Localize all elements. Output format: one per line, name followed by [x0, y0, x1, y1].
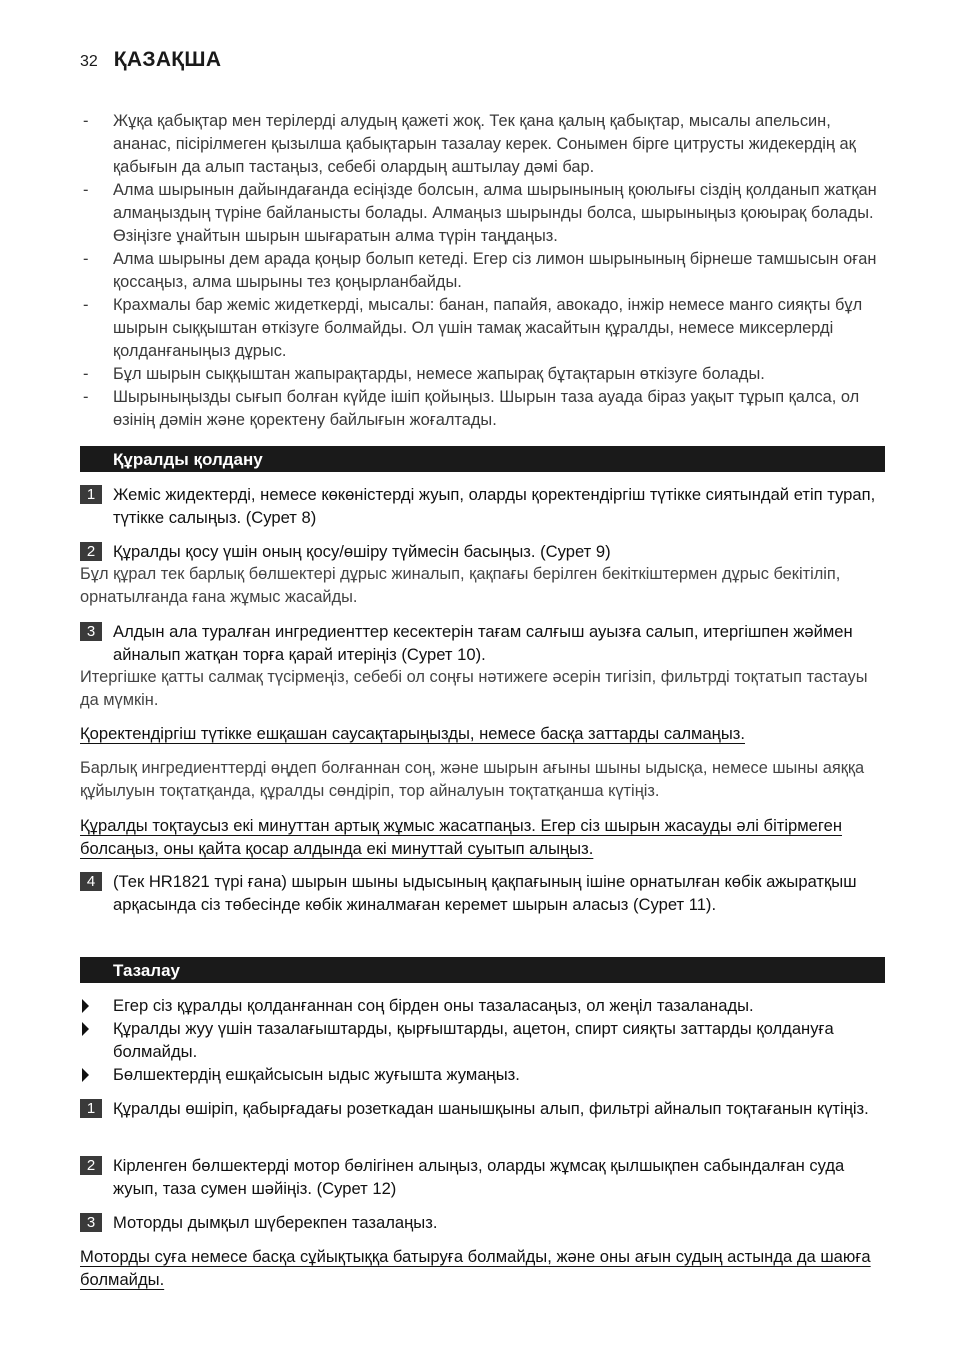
bullet-icon — [82, 1068, 89, 1082]
list-item: - Жұқа қабықтар мен терілерді алудың қажеті жоқ. Тек қана қалың қабықтар, мысалы апельсин, ананас, пісірілмеген қызылша қабықтарын тазалау керек. Сонымен бірге цитрусты жидекердің ақ қабығын да алып тастаңыз, себебі олардың аштылау дәмі бар. — [83, 112, 856, 176]
step-number: 4 — [80, 872, 102, 891]
clean-bullets — [80, 994, 886, 1086]
list-item: Егер сіз құралды қолданғаннан соң бірден оны тазаласаңыз, ол жеңіл тазаланады. — [80, 994, 886, 1017]
section-heading-use: Құралды қолдану — [80, 446, 885, 472]
step-text: (Тек HR1821 түрі ғана) шырын шыны ыдысының қақпағының ішіне орнатылған көбік ажыратқыш арқасында сіз төбесінде көбік жиналмаған керемет шырын аласыз (Сурет 11). — [113, 872, 857, 914]
clean-step-2 — [80, 1154, 886, 1200]
list-item: Құралды жуу үшін тазалағыштарды, қырғыштарды, ацетон, спирт сияқты заттарды қолдануға болмайды. — [80, 1017, 886, 1063]
language-title: ҚАЗАҚША — [113, 48, 222, 71]
list-item: - Алма шырынын дайындағанда есіңізде болсын, алма шырынының қоюлығы сіздің қолданып жатқан алмаңыздың түріне байланысты болады. Алмаңыз шырынды болса, шырыныңыз қоюырақ болады. Өзіңізге ұнайтын шырын шығаратын алма түрін таңдаңыз. — [83, 181, 877, 245]
page-number: 32 — [80, 53, 98, 70]
list-item: - Шырыныңызды сығып болған күйде ішіп қойыңыз. Шырын таза ауада біраз уақыт тұрып қалса, ол өзінің дәмін және қоректену байлығын жоғалтады. — [83, 388, 860, 429]
step-text: Моторды дымқыл шүберекпен тазалаңыз. — [113, 1213, 438, 1232]
note-switch-off: Барлық ингредиенттерді өңдеп болғаннан соң, және шырын ағыны шыны ыдысқа, немесе шыны аяққа құйылуын тоқтатқанда, құралды сөндіріп, тор айналуын тоқтатқанша күтіңіз. — [80, 759, 865, 800]
page-header — [80, 48, 221, 72]
warning-no-water: Моторды суға немесе басқа сұйықтыққа батыруға болмайды, және оны ағын судың астында да шаюға болмайды. — [80, 1247, 871, 1289]
step-note: Итергішке қатты салмақ түсірмеңіз, себебі ол соңғы нәтижеге әсерін тигізіп, фильтрді тоқтатып тастауы да мүмкін. — [80, 668, 868, 709]
warning-two-minutes: Құралды тоқтаусыз екі минуттан артық жұмыс жасатпаңыз. Егер сіз шырын жасауды әлі бітірмеген болсаңыз, оны қайта қосар алдында екі минуттай суытып алыңыз. — [80, 816, 842, 858]
step-text: Алдын ала туралған ингредиенттер кесектерін тағам салғыш ауызға салып, итергішпен жәймен айналып жатқан торға қарай итеріңіз (Сурет 10). — [113, 622, 853, 664]
step-text: Құралды өшіріп, қабырғадағы розеткадан шанышқыны алып, фильтрі айналып тоқтағанын күтіңіз. — [113, 1099, 869, 1118]
list-item: - Алма шырыны дем арада қоңыр болып кетеді. Егер сіз лимон шырынының бірнеше тамшысын оған қоссаңыз, алма шырыны тез қоңырланбайды. — [83, 250, 877, 291]
bullet-icon — [82, 999, 89, 1013]
step-number: 1 — [80, 1099, 102, 1118]
list-item: Бөлшектердің ешқайсысын ыдыс жуғышта жумаңыз. — [80, 1063, 886, 1086]
step-text: Құралды қосу үшін оның қосу/өшіру түймесін басыңыз. (Сурет 9) — [113, 542, 611, 561]
bullet-icon — [82, 1022, 89, 1036]
step-text: Жеміс жидектерді, немесе көкөністерді жуып, оларды қоректендіргіш түтікке сиятындай етіп турап, түтікке салыңыз. (Сурет 8) — [113, 485, 876, 527]
use-step-4 — [80, 870, 886, 916]
step-number: 3 — [80, 1213, 102, 1232]
use-step-2 — [80, 540, 886, 608]
clean-step-1 — [80, 1097, 886, 1120]
section-heading-clean: Тазалау — [80, 957, 885, 983]
step-number: 1 — [80, 485, 102, 504]
step-text: Кірленген бөлшектерді мотор бөлігінен алыңыз, оларды жұмсақ қылшықпен сабындалған суда жуып, таза сумен шәйіңіз. (Сурет 12) — [113, 1156, 845, 1198]
step-note: Бұл құрал тек барлық бөлшектері дұрыс жиналып, қақпағы берілген бекіткіштермен дұрыс бекітіліп, орнатылғанда ғана жұмыс жасайды. — [80, 565, 841, 606]
use-step-1 — [80, 483, 886, 529]
tips-list — [80, 110, 886, 432]
step-number: 3 — [80, 622, 102, 641]
use-step-3 — [80, 620, 886, 711]
list-item: - Бұл шырын сыққыштан жапырақтарды, немесе жапырақ бұтақтарын өткізуге болады. — [83, 365, 765, 383]
warning-fingers: Қоректендіргіш түтікке ешқашан саусақтарыңызды, немесе басқа заттарды салмаңыз. — [80, 724, 745, 743]
list-item: - Крахмалы бар жеміс жидеткерді, мысалы: банан, папайя, авокадо, інжір немесе манго сияқты бұл шырын сыққыштан өткізуге болмайды. Ол үшін тамақ жасайтын құралды, немесе миксерлерді қолданғаныңыз дұрыс. — [83, 296, 863, 360]
step-number: 2 — [80, 1156, 102, 1175]
step-number: 2 — [80, 542, 102, 561]
clean-step-3 — [80, 1211, 886, 1234]
